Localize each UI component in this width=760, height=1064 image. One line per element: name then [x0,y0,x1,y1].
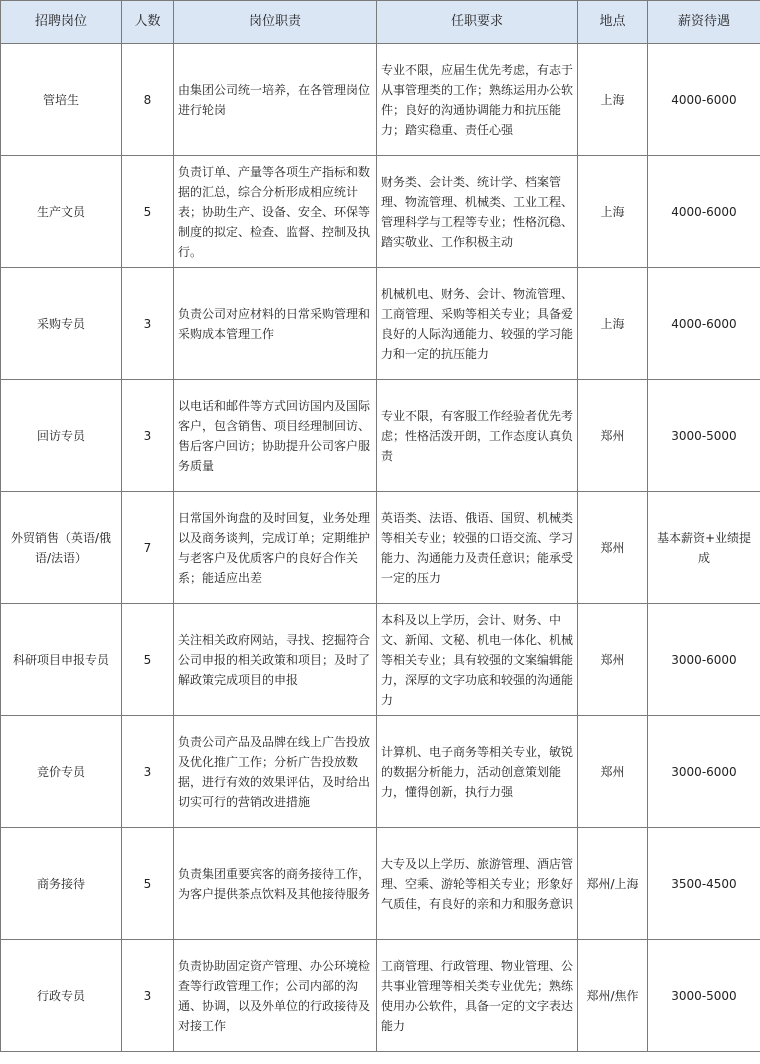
salary-cell: 基本薪资+业绩提成 [648,492,760,604]
location-cell: 上海 [578,44,648,156]
duties-cell: 关注相关政府网站，寻找、挖掘符合公司申报的相关政策和项目；及时了解政策完成项目的申报 [174,604,377,716]
location-cell: 郑州/上海 [578,828,648,940]
salary-cell: 3500-4500 [648,828,760,940]
location-cell: 上海 [578,156,648,268]
table-row [1,828,760,940]
requirements-cell: 英语类、法语、俄语、国贸、机械类等相关专业；较强的口语交流、学习能力、沟通能力及责任意识；能承受一定的压力 [377,492,578,604]
salary-cell: 4000-6000 [648,156,760,268]
count-cell: 3 [122,940,174,1052]
requirements-cell: 计算机、电子商务等相关专业，敏锐的数据分析能力，活动创意策划能力，懂得创新，执行力强 [377,716,578,828]
salary-cell: 3000-5000 [648,380,760,492]
location-cell: 上海 [578,268,648,380]
requirements-cell: 专业不限，有客服工作经验者优先考虑；性格活泼开朗，工作态度认真负责 [377,380,578,492]
position-cell: 外贸销售（英语/俄语/法语） [1,492,122,604]
requirements-cell: 财务类、会计类、统计学、档案管理、物流管理、机械类、工业工程、管理科学与工程等专业；性格沉稳、踏实敬业、工作积极主动 [377,156,578,268]
position-cell: 采购专员 [1,268,122,380]
salary-cell: 4000-6000 [648,44,760,156]
count-cell: 5 [122,156,174,268]
duties-cell: 负责协助固定资产管理、办公环境检查等行政管理工作；公司内部的沟通、协调，以及外单位的行政接待及对接工作 [174,940,377,1052]
count-cell: 3 [122,380,174,492]
table-row [1,268,760,380]
header-row [1,1,760,44]
salary-cell: 3000-6000 [648,716,760,828]
salary-cell: 4000-6000 [648,268,760,380]
position-cell: 竞价专员 [1,716,122,828]
position-cell: 回访专员 [1,380,122,492]
duties-cell: 负责集团重要宾客的商务接待工作，为客户提供茶点饮料及其他接待服务 [174,828,377,940]
count-cell: 7 [122,492,174,604]
duties-cell: 负责公司对应材料的日常采购管理和采购成本管理工作 [174,268,377,380]
requirements-cell: 机械机电、财务、会计、物流管理、工商管理、采购等相关专业；具备爱良好的人际沟通能力、较强的学习能力和一定的抗压能力 [377,268,578,380]
header-count: 人数 [122,1,174,44]
count-cell: 5 [122,604,174,716]
table-row [1,492,760,604]
header-requirements: 任职要求 [377,1,578,44]
header-duties: 岗位职责 [174,1,377,44]
header-location: 地点 [578,1,648,44]
requirements-cell: 工商管理、行政管理、物业管理、公共事业管理等相关类专业优先；熟练使用办公软件，具备一定的文字表达能力 [377,940,578,1052]
position-cell: 行政专员 [1,940,122,1052]
table-row [1,716,760,828]
salary-cell: 3000-5000 [648,940,760,1052]
requirements-cell: 本科及以上学历，会计、财务、中文、新闻、文秘、机电一体化、机械等相关专业；具有较强的文案编辑能力，深厚的文字功底和较强的沟通能力 [377,604,578,716]
count-cell: 3 [122,716,174,828]
location-cell: 郑州 [578,492,648,604]
duties-cell: 由集团公司统一培养，在各管理岗位进行轮岗 [174,44,377,156]
count-cell: 5 [122,828,174,940]
position-cell: 管培生 [1,44,122,156]
table-row [1,44,760,156]
table-row [1,604,760,716]
count-cell: 3 [122,268,174,380]
table-row [1,940,760,1052]
location-cell: 郑州 [578,604,648,716]
duties-cell: 负责公司产品及品牌在线上广告投放及优化推广工作；分析广告投放数据，进行有效的效果评估，及时给出切实可行的营销改进措施 [174,716,377,828]
location-cell: 郑州 [578,380,648,492]
requirements-cell: 专业不限，应届生优先考虑，有志于从事管理类的工作；熟练运用办公软件；良好的沟通协调能力和抗压能力；踏实稳重、责任心强 [377,44,578,156]
header-salary: 薪资待遇 [648,1,760,44]
count-cell: 8 [122,44,174,156]
position-cell: 生产文员 [1,156,122,268]
table-row [1,380,760,492]
position-cell: 商务接待 [1,828,122,940]
position-cell: 科研项目申报专员 [1,604,122,716]
duties-cell: 以电话和邮件等方式回访国内及国际客户，包含销售、项目经理制回访、售后客户回访；协助提升公司客户服务质量 [174,380,377,492]
salary-cell: 3000-6000 [648,604,760,716]
duties-cell: 负责订单、产量等各项生产指标和数据的汇总，综合分析形成相应统计表；协助生产、设备、安全、环保等制度的拟定、检查、监督、控制及执行。 [174,156,377,268]
location-cell: 郑州 [578,716,648,828]
requirements-cell: 大专及以上学历、旅游管理、酒店管理、空乘、游轮等相关专业；形象好气质佳，有良好的亲和力和服务意识 [377,828,578,940]
table-row [1,156,760,268]
location-cell: 郑州/焦作 [578,940,648,1052]
header-position: 招聘岗位 [1,1,122,44]
duties-cell: 日常国外询盘的及时回复，业务处理以及商务谈判，完成订单；定期维护与老客户及优质客户的良好合作关系；能适应出差 [174,492,377,604]
